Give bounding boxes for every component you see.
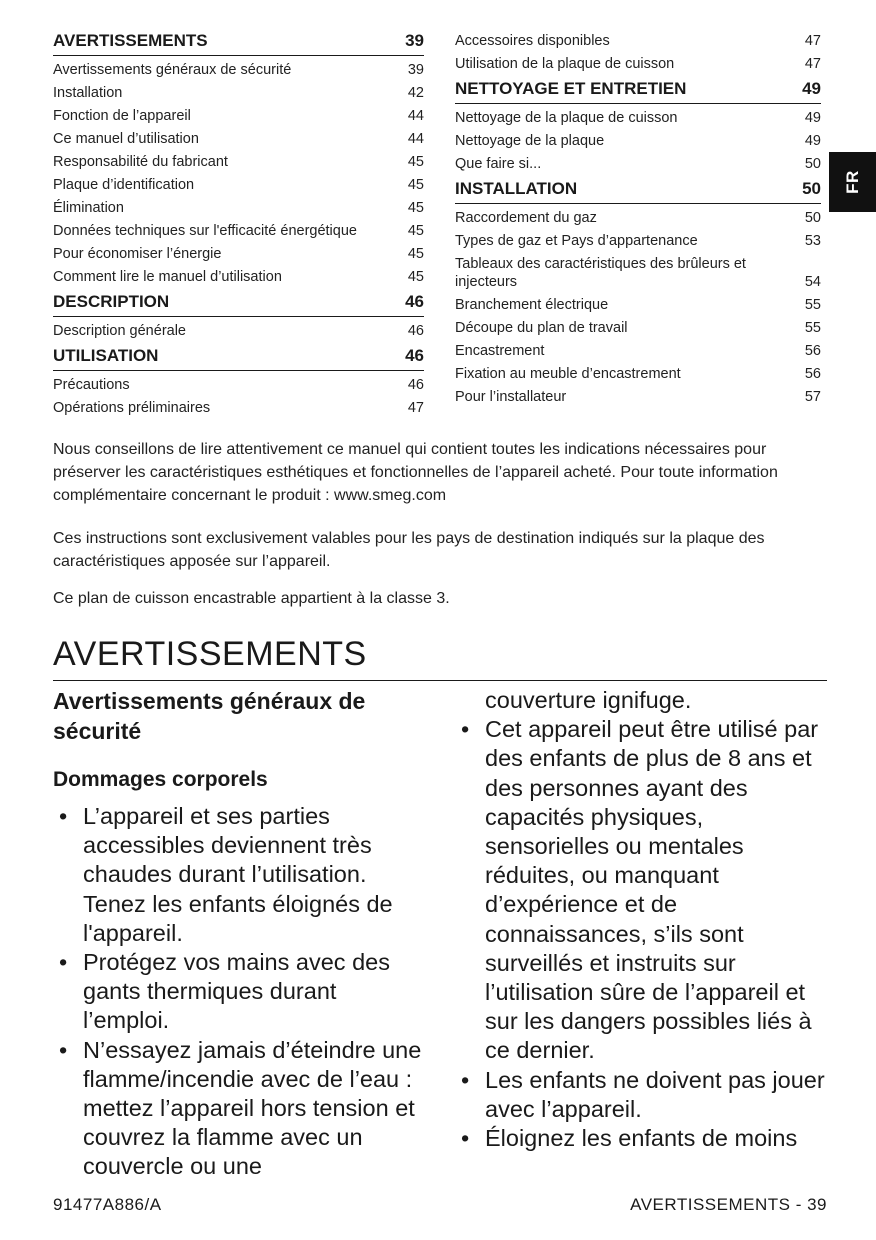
toc-entry[interactable] <box>455 340 821 363</box>
toc-entry[interactable] <box>53 397 424 420</box>
toc-entry-page: 44 <box>407 131 424 147</box>
toc-entry-label: Types de gaz et Pays d’appartenance <box>455 233 698 249</box>
toc-entry-label: Raccordement du gaz <box>455 210 597 226</box>
toc-section-title: UTILISATION <box>53 346 159 365</box>
toc-entry-page: 46 <box>407 323 424 339</box>
toc-entry-page: 55 <box>804 297 821 313</box>
toc-section-page: 46 <box>405 292 424 311</box>
toc-entry-page: 56 <box>804 366 821 382</box>
toc-entry[interactable] <box>53 151 424 174</box>
section-title-rule <box>53 680 827 681</box>
bullet-text: N’essayez jamais d’éteindre une flamme/incendie avec de l’eau : mettez l’appareil hors tension et couvrez la flamme avec un couvercle ou une <box>83 1036 422 1180</box>
body-right-column <box>455 686 830 1153</box>
toc-entry[interactable] <box>53 243 424 266</box>
toc-section-title: DESCRIPTION <box>53 292 170 311</box>
toc-entry-page: 45 <box>407 223 424 239</box>
toc-entry[interactable] <box>455 30 821 53</box>
toc-entry-label: Fixation au meuble d’encastrement <box>455 366 681 382</box>
bullet-text: L’appareil et ses parties accessibles deviennent très chaudes durant l’utilisation. Tenez les enfants éloignés de l'appareil. <box>83 803 393 946</box>
toc-entry-label: Branchement électrique <box>455 297 609 313</box>
toc-entry-page: 54 <box>804 274 821 290</box>
bullet-text: Cet appareil peut être utilisé par des enfants de plus de 8 ans et des personnes ayant des capacités physiques, sensorielles ou mentales réduites, ou manquant d’expérience et de connaissances, s’ils sont surveillés et instruits sur l’utilisation sûre de l’appareil et sur les dangers possibles liés à ce dernier. <box>485 716 819 1064</box>
toc-right-column <box>455 30 821 409</box>
bullet-text: Les enfants ne doivent pas jouer avec l’appareil. <box>485 1066 825 1122</box>
bullet-marker: • <box>59 949 68 976</box>
language-tab <box>829 152 876 212</box>
toc-entry-page: 49 <box>804 133 821 149</box>
bullet-marker: • <box>59 803 68 829</box>
toc-entry-page: 45 <box>407 154 424 170</box>
toc-section-heading[interactable] <box>455 178 821 204</box>
toc-section-title: AVERTISSEMENTS <box>53 31 208 50</box>
toc-entry-page: 47 <box>804 56 821 72</box>
toc-entry[interactable] <box>455 386 821 409</box>
toc-entry[interactable] <box>455 294 821 317</box>
toc-entry[interactable] <box>53 174 424 197</box>
intro-paragraph-3: Ce plan de cuisson encastrable appartient à la classe 3. <box>53 590 450 607</box>
intro-paragraph-1: Nous conseillons de lire attentivement ce manuel qui contient toutes les indications nécessaires pour préserver les caractéristiques esthétiques et fonctionnelles de l’appareil acheté. Pour toute information complémentaire concernant le produit : www.smeg.com <box>53 441 778 504</box>
bullet-item <box>53 948 423 1036</box>
toc-section-heading[interactable] <box>455 78 821 104</box>
toc-left-column <box>53 30 424 420</box>
bullet-item <box>53 1036 423 1182</box>
bullet-item <box>455 715 830 1065</box>
toc-entry-page: 45 <box>407 269 424 285</box>
toc-entry[interactable] <box>455 207 821 230</box>
page-footer-label: AVERTISSEMENTS - 39 <box>630 1195 827 1214</box>
toc-entry-page: 56 <box>804 343 821 359</box>
toc-entry-label: Données techniques sur l'efficacité énergétique <box>53 223 357 239</box>
bullet-item <box>455 1124 830 1153</box>
toc-entry-page: 42 <box>407 85 424 101</box>
subsubsection-title: Dommages corporels <box>53 768 268 791</box>
toc-entry-label: Encastrement <box>455 343 545 359</box>
toc-entry[interactable] <box>455 153 821 176</box>
bullet-item <box>53 802 423 948</box>
toc-entry-label: Tableaux des caractéristiques des brûleurs et injecteurs <box>455 256 746 290</box>
toc-entry-page: 47 <box>804 33 821 49</box>
toc-entry-page: 39 <box>407 62 424 78</box>
toc-entry[interactable] <box>455 253 821 294</box>
toc-entry-label: Opérations préliminaires <box>53 400 211 416</box>
bullet-marker: • <box>461 716 470 743</box>
toc-entry-label: Pour économiser l’énergie <box>53 246 222 262</box>
toc-entry[interactable] <box>455 317 821 340</box>
intro-paragraph-2: Ces instructions sont exclusivement valables pour les pays de destination indiqués sur la plaque des caractéristiques apposée sur l’appareil. <box>53 530 765 570</box>
toc-entry-label: Plaque d’identification <box>53 177 195 193</box>
toc-entry-page: 45 <box>407 177 424 193</box>
toc-entry-label: Que faire si... <box>455 156 542 172</box>
toc-entry[interactable] <box>455 230 821 253</box>
toc-entry[interactable] <box>455 130 821 153</box>
toc-entry-label: Précautions <box>53 377 130 393</box>
toc-entry[interactable] <box>53 128 424 151</box>
toc-entry[interactable] <box>53 266 424 289</box>
toc-entry[interactable] <box>53 374 424 397</box>
language-tab-label: FR <box>842 170 862 194</box>
toc-entry-label: Installation <box>53 85 123 101</box>
toc-entry-page: 53 <box>804 233 821 249</box>
toc-entry-label: Élimination <box>53 200 124 216</box>
toc-entry-label: Accessoires disponibles <box>455 33 610 49</box>
toc-entry[interactable] <box>455 53 821 76</box>
toc-entry[interactable] <box>53 59 424 82</box>
document-code: 91477A886/A <box>53 1195 162 1214</box>
bullet-list-left <box>53 802 423 1182</box>
bullet-marker: • <box>461 1066 470 1093</box>
bullet-list-right <box>455 715 830 1153</box>
subsection-title: Avertissements généraux de sécurité <box>53 688 366 744</box>
toc-entry[interactable] <box>53 105 424 128</box>
bullet-item <box>455 1066 830 1124</box>
bullet-marker: • <box>59 1036 68 1063</box>
toc-entry-label: Nettoyage de la plaque de cuisson <box>455 110 678 126</box>
toc-entry-label: Description générale <box>53 323 186 339</box>
toc-section-title: NETTOYAGE ET ENTRETIEN <box>455 79 687 98</box>
toc-section-page: 39 <box>405 31 424 50</box>
toc-entry-label: Utilisation de la plaque de cuisson <box>455 56 675 72</box>
continued-text: couverture ignifuge. <box>485 687 692 713</box>
toc-entry-page: 50 <box>804 156 821 172</box>
toc-entry-page: 49 <box>804 110 821 126</box>
toc-entry-label: Responsabilité du fabricant <box>53 154 228 170</box>
toc-section-page: 49 <box>802 79 821 98</box>
toc-entry-label: Avertissements généraux de sécurité <box>53 62 292 78</box>
toc-entry[interactable] <box>53 82 424 105</box>
toc-entry-label: Ce manuel d’utilisation <box>53 131 199 147</box>
toc-entry[interactable] <box>455 107 821 130</box>
toc-section-title: INSTALLATION <box>455 179 578 198</box>
toc-entry-page: 45 <box>407 200 424 216</box>
toc-entry-label: Pour l’installateur <box>455 389 567 405</box>
toc-entry-label: Nettoyage de la plaque <box>455 133 605 149</box>
toc-entry-label: Fonction de l’appareil <box>53 108 191 124</box>
body-left-column <box>53 686 423 1182</box>
toc-section-heading[interactable] <box>53 30 424 56</box>
toc-entry-page: 55 <box>804 320 821 336</box>
toc-entry[interactable] <box>455 363 821 386</box>
toc-entry-page: 46 <box>407 377 424 393</box>
bullet-marker: • <box>461 1125 470 1152</box>
toc-entry-label: Comment lire le manuel d’utilisation <box>53 269 282 285</box>
toc-entry[interactable] <box>53 220 424 243</box>
toc-entry-page: 44 <box>407 108 424 124</box>
toc-entry-page: 45 <box>407 246 424 262</box>
bullet-text: Protégez vos mains avec des gants thermiques durant l’emploi. <box>83 949 390 1034</box>
toc-entry-page: 50 <box>804 210 821 226</box>
bullet-text: Éloignez les enfants de moins <box>485 1125 798 1152</box>
toc-entry-page: 57 <box>804 389 821 405</box>
toc-section-page: 50 <box>802 179 821 198</box>
toc-entry-label: Découpe du plan de travail <box>455 320 628 336</box>
toc-entry-page: 47 <box>407 400 424 416</box>
toc-section-heading[interactable] <box>53 291 424 317</box>
section-title: AVERTISSEMENTS <box>53 635 367 673</box>
toc-entry[interactable] <box>53 197 424 220</box>
toc-entry[interactable] <box>53 320 424 343</box>
toc-section-heading[interactable] <box>53 345 424 371</box>
toc-section-page: 46 <box>405 346 424 365</box>
